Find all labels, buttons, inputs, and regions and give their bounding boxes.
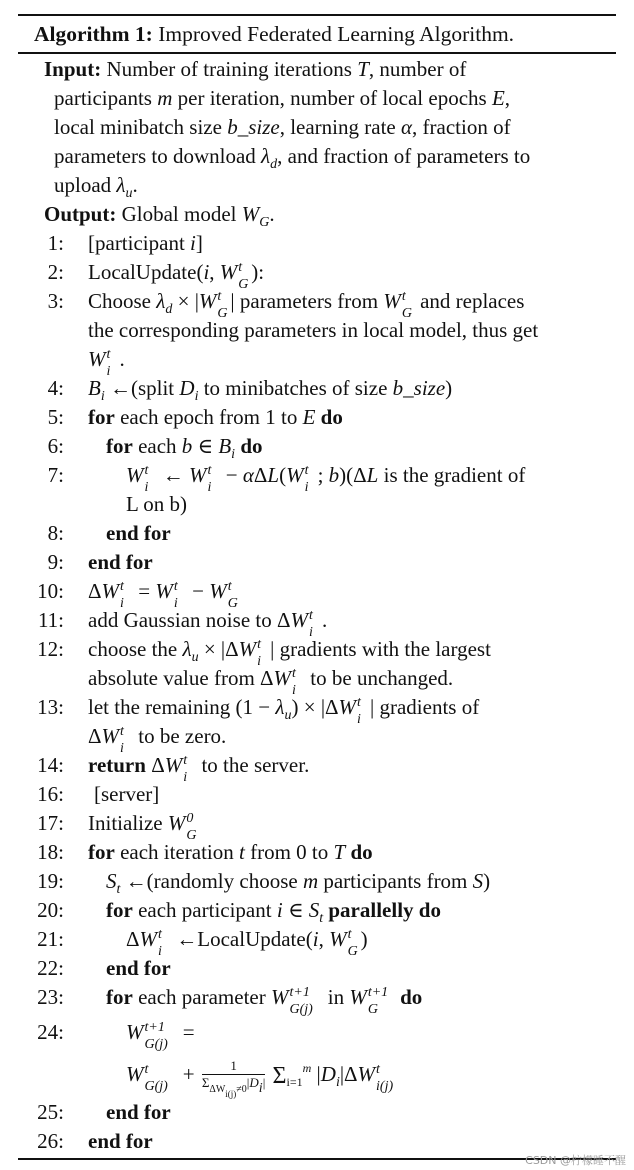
line-number: 17:: [37, 811, 64, 835]
step-22: end for: [106, 956, 171, 980]
line-number: 7:: [47, 463, 64, 487]
input-line-3: local minibatch size b_size, learning rate α, fraction of: [54, 115, 511, 139]
step-16: [server]: [94, 782, 160, 806]
step-13b: ΔW t i to be zero.: [88, 724, 227, 756]
line-number: 10:: [37, 579, 64, 603]
line-number: 23:: [37, 985, 64, 1009]
input-line-4: parameters to download $\lambda_d$, and fraction of parameters to: [54, 144, 531, 172]
step-24b: W t G(j) + $\frac{1}{\Sigma_{\Delta W_{i(j)}\ne 0}|D_i|}$ $\Sigma_{i=1}^m$ $|D_i|\Delta W$ t i(j): [126, 1058, 394, 1099]
step-6: for each b ∈ $B_i$ do: [106, 434, 263, 462]
line-number: 8:: [47, 521, 64, 545]
input-text-1: Number of training iterations T, number of: [106, 57, 467, 81]
step-20: for each participant i ∈ $S_t$ parallelly do: [106, 898, 441, 926]
step-24a: W t+1 G(j) =: [126, 1020, 195, 1052]
line-number: 22:: [37, 956, 64, 980]
line-number: 24:: [37, 1020, 64, 1044]
line-number: 3:: [47, 289, 64, 313]
step-7b: L on b): [126, 492, 188, 516]
line-number: 6:: [47, 434, 64, 458]
fraction: $\frac{1}{\Sigma_{\Delta W_{i(j)}\ne 0}|D_i|}$: [201, 1058, 266, 1099]
step-14: return ΔW t i to the server.: [88, 753, 310, 785]
line-number: 25:: [37, 1100, 64, 1124]
step-5: for each epoch from 1 to E do: [88, 405, 343, 429]
line-number: 1:: [47, 231, 64, 255]
output-line: Output: Global model $W_G$.: [44, 202, 275, 230]
step-3c: W t i .: [88, 347, 125, 379]
title-rule: [18, 52, 616, 54]
line-number: 18:: [37, 840, 64, 864]
line-number: 5:: [47, 405, 64, 429]
step-12b: absolute value from ΔW t i to be unchanged.: [88, 666, 454, 698]
step-9: end for: [88, 550, 153, 574]
line-number: 21:: [37, 927, 64, 951]
line-number: 9:: [47, 550, 64, 574]
step-11: add Gaussian noise to ΔW t i .: [88, 608, 328, 640]
line-number: 11:: [37, 608, 64, 632]
step-21: ΔW t i ←LocalUpdate(i, W t G ): [126, 927, 368, 959]
input-line-2: participants m per iteration, number of local epochs E,: [54, 86, 511, 110]
line-number: 20:: [37, 898, 64, 922]
step-10: ΔW t i = W t i − W t G: [88, 579, 238, 611]
line-number: 13:: [37, 695, 64, 719]
line-number: 16:: [37, 782, 64, 806]
csdn-watermark: CSDN @柠檬睡不醒: [525, 1154, 626, 1167]
input-line-5: upload $\lambda_u$.: [54, 173, 138, 201]
step-13a: let the remaining $(1 - \lambda_u) \times |\Delta W$ t i | gradients of: [88, 695, 480, 727]
step-1: [participant i]: [88, 231, 203, 255]
step-26: end for: [88, 1129, 153, 1153]
line-number: 19:: [37, 869, 64, 893]
step-25: end for: [106, 1100, 171, 1124]
step-3a: Choose $\lambda_d \times |W$ t G | parameters from W t G and replaces: [88, 289, 525, 321]
input-line-1: [44, 55, 466, 84]
step-12a: choose the $\lambda_u \times |\Delta W$ t i | gradients with the largest: [88, 637, 491, 669]
line-number: 14:: [37, 753, 64, 777]
line-number: 26:: [37, 1129, 64, 1153]
algorithm-label: Algorithm 1:: [34, 22, 153, 46]
line-number: 4:: [47, 376, 64, 400]
step-7a: W t i ← W t i − αΔL(W t i ; b)(ΔL is the gradient of: [126, 463, 526, 495]
line-number: 12:: [37, 637, 64, 661]
algorithm-name: Improved Federated Learning Algorithm.: [158, 22, 515, 46]
output-label: Output:: [44, 202, 117, 226]
step-4: $B_i$ ←(split $D_i$ to minibatches of size b_size): [88, 376, 453, 404]
step-3b: the corresponding parameters in local model, thus get: [88, 318, 539, 342]
step-19: $S_t$ ←(randomly choose m participants from S): [106, 869, 491, 897]
step-2: LocalUpdate(i, W t G ):: [88, 260, 265, 292]
top-rule: [18, 14, 616, 16]
algorithm-title: [34, 22, 514, 47]
step-8: end for: [106, 521, 171, 545]
step-17: Initialize W 0 G: [88, 811, 197, 843]
step-18: for each iteration t from 0 to T do: [88, 840, 373, 864]
input-label: Input:: [44, 57, 102, 81]
step-23: for each parameter W t+1 G(j) in W t+1 G do: [106, 985, 423, 1017]
line-number: 2:: [47, 260, 64, 284]
